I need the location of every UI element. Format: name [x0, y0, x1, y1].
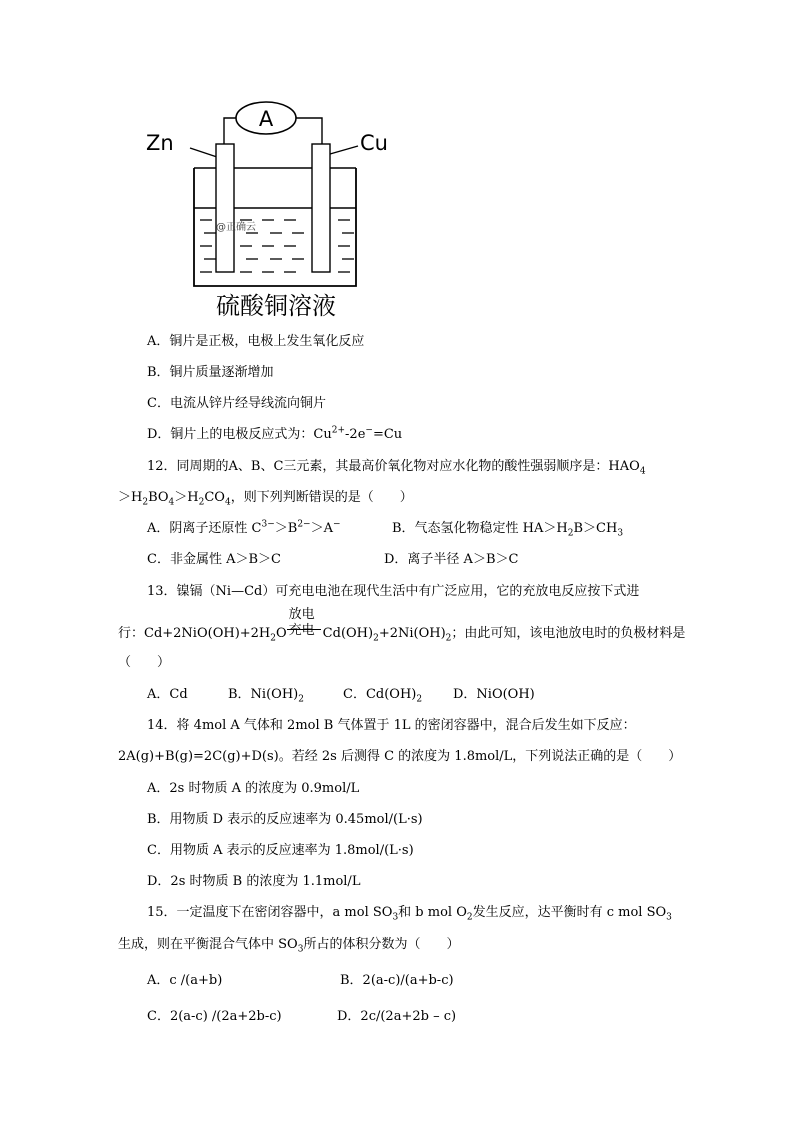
- q11-option-c: C．电流从锌片经导线流向铜片: [147, 396, 326, 411]
- q15-option-a: A．c /(a+b): [147, 973, 223, 988]
- q12-option-b: B．气态氢化物稳定性 $HA>H_2B>CH_3$: [392, 521, 624, 539]
- galvanic-cell-diagram: [140, 100, 388, 325]
- q13-stem-line2: 行：$Cd+2NiO(OH)+2H_2O$ $\frac{\text{放电}}{\text{充电}}$ $Cd(OH)_2+2Ni(OH)_2$；由此可知，该电池放电时的负极材料是: [118, 607, 686, 644]
- q13-option-c: C．$Cd(OH)_2$: [343, 687, 423, 705]
- q15-stem-line1: 15．一定温度下在密闭容器中，a mol $SO_3$和 b mol $O_2$发生反应，达平衡时有 c mol $SO_3$: [147, 905, 672, 923]
- q12-stem-line1: 12．同周期的A、B、C三元素，其最高价氧化物对应水化物的酸性强弱顺序是：$HAO_4$: [147, 459, 646, 477]
- q12-option-c: C．非金属性 A＞B＞C: [147, 552, 281, 567]
- zn-label: Zn: [146, 131, 174, 155]
- q14-option-a: A．2s 时物质 A 的浓度为 0.9mol/L: [147, 781, 360, 796]
- q14-option-c: C．用物质 A 表示的反应速率为 1.8mol/(L·s): [147, 843, 414, 858]
- right-wire: [296, 118, 322, 144]
- q12-stem-line2: $>H_2BO_4>H_2CO_4$，则下列判断错误的是（ ）: [118, 490, 413, 508]
- q14-option-d: D．2s 时物质 B 的浓度为 1.1mol/L: [147, 874, 361, 889]
- q15-option-b: B．2(a-c)/(a+b-c): [340, 973, 454, 988]
- q11-option-a: A．铜片是正极，电极上发生氧化反应: [147, 334, 365, 349]
- q15-option-c: C．2(a-c) /(2a+2b-c): [147, 1009, 282, 1024]
- q14-option-b: B．用物质 D 表示的反应速率为 0.45mol/(L·s): [147, 812, 423, 827]
- cu-electrode: [312, 144, 330, 272]
- cu-label: Cu: [360, 131, 388, 155]
- q13-option-b: B．$Ni(OH)_2$: [228, 687, 304, 705]
- q14-stem-line2: 2A(g)+B(g)=2C(g)+D(s)。若经 2s 后测得 C 的浓度为 1.8mol/L，下列说法正确的是（ ）: [118, 749, 682, 764]
- q12-option-a: A．阴离子还原性 $C^{3-}>B^{2-}>A^-$: [147, 519, 341, 536]
- ammeter-label: A: [258, 107, 274, 131]
- q12-option-d: D．离子半径 A＞B＞C: [384, 552, 519, 567]
- q15-stem-line2: 生成，则在平衡混合气体中 $SO_3$所占的体积分数为（ ）: [118, 937, 460, 955]
- q11-option-d: D．铜片上的电极反应式为：$Cu^{2+}-2e^-=Cu$: [147, 425, 403, 442]
- watermark: @正确云: [216, 222, 256, 233]
- left-wire: [224, 118, 236, 144]
- q13-option-a: A．Cd: [147, 687, 188, 702]
- q11-option-b: B．铜片质量逐渐增加: [147, 365, 274, 380]
- q13-stem-line1: 13．镍镉（Ni—Cd）可充电电池在现代生活中有广泛应用，它的充放电反应按下式进: [147, 584, 640, 599]
- zn-electrode: [216, 144, 234, 272]
- q14-stem-line1: 14．将 4mol A 气体和 2mol B 气体置于 1L 的密闭容器中，混合后发生如下反应：: [147, 718, 636, 733]
- q15-option-d: D．2c/(2a+2b – c): [337, 1009, 457, 1024]
- q13-option-d: D．NiO(OH): [453, 687, 535, 702]
- q13-stem-line3: （ ）: [118, 655, 171, 670]
- reaction-arrow: $\frac{\text{放电}}{\text{充电}}$: [287, 621, 323, 637]
- solution-caption: 硫酸铜溶液: [216, 292, 336, 320]
